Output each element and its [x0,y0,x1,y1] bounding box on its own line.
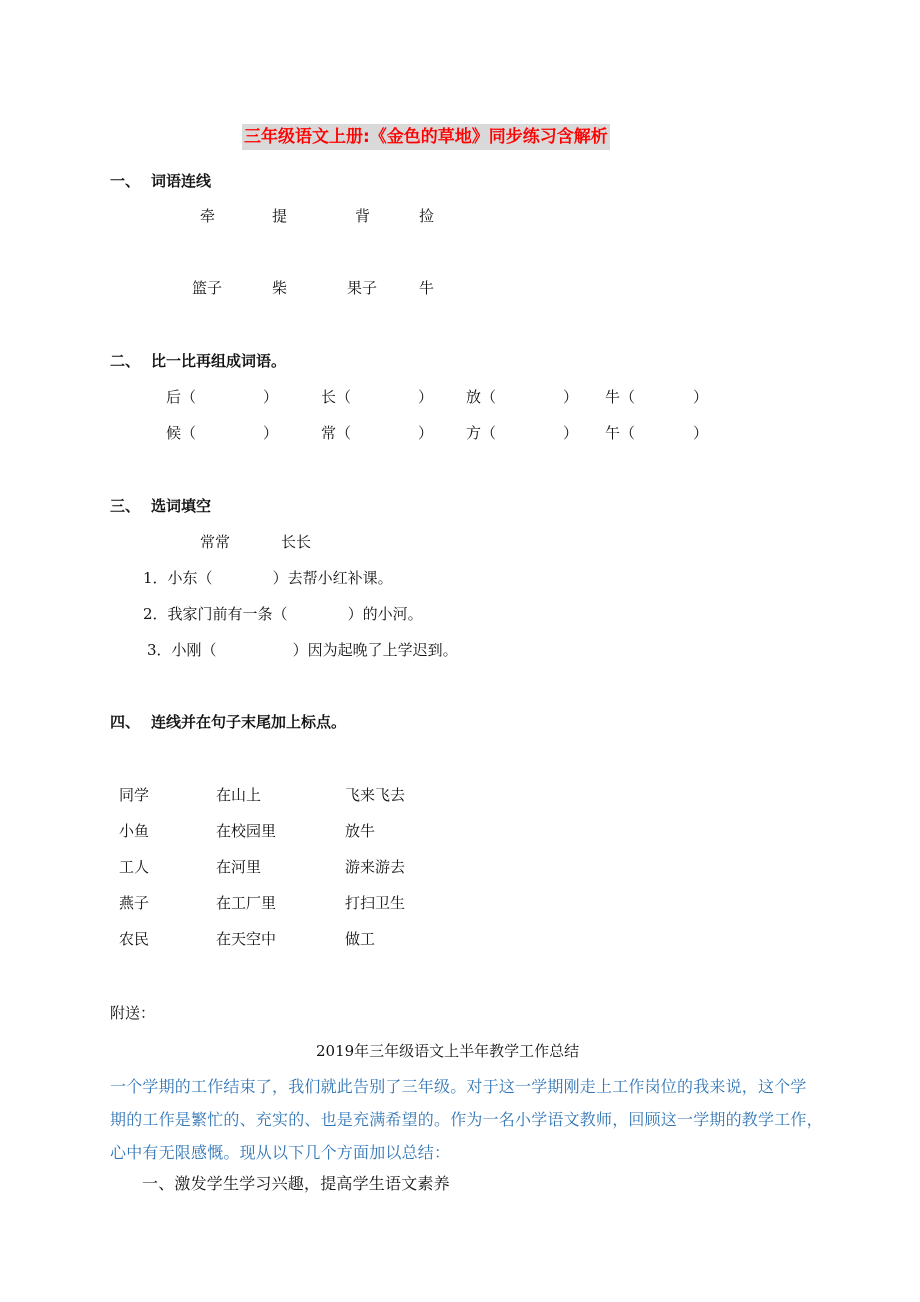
compare-7-close: ） [563,424,579,442]
fill-item-2-before: 我家门前有一条（ [167,605,288,623]
word-top-2: 提 [272,207,288,225]
section-1-heading [110,170,211,191]
fill-item-3-number: 3． [147,641,172,659]
section-1-title: 词语连线 [151,172,212,190]
section-2-number: 二、 [110,352,141,370]
subject-5: 农民 [119,930,150,948]
section-3-number: 三、 [110,497,141,515]
option-1: 常常 [200,533,231,551]
word-top-3: 背 [355,207,371,225]
fill-item-1-after: ）去帮小红补课。 [272,569,393,587]
section-3-heading [110,495,211,516]
compare-4-close: ） [693,388,709,406]
compare-3-close: ） [563,388,579,406]
subject-3: 工人 [119,858,150,876]
section-4-number: 四、 [110,713,141,731]
compare-1-close: ） [263,388,279,406]
word-bottom-4: 牛 [419,279,435,297]
place-4: 在工厂里 [216,894,277,912]
section-1-number: 一、 [110,172,141,190]
place-3: 在河里 [216,858,262,876]
compare-2-open: 长（ [321,388,352,406]
fill-item-1 [143,567,393,588]
action-1: 飞来飞去 [345,786,406,804]
summary-line-3: 心中有无限感慨。现从以下几个方面加以总结： [110,1143,451,1162]
option-2: 长长 [281,533,312,551]
subject-1: 同学 [119,786,150,804]
word-bottom-2: 柴 [272,279,288,297]
compare-5-open: 候（ [166,424,197,442]
fill-item-2-after: ）的小河。 [347,605,423,623]
section-4-title: 连线并在句子末尾加上标点。 [151,713,347,731]
fill-item-3 [147,639,458,660]
place-2: 在校园里 [216,822,277,840]
place-5: 在天空中 [216,930,277,948]
subject-4: 燕子 [119,894,150,912]
compare-6-open: 常（ [321,424,352,442]
compare-2-close: ） [418,388,434,406]
compare-8-close: ） [693,424,709,442]
word-bottom-3: 果子 [347,279,378,297]
appendix-label: 附送： [110,1004,156,1022]
section-4-heading [110,711,346,732]
fill-item-1-before: 小东（ [167,569,213,587]
subject-2: 小鱼 [119,822,150,840]
compare-5-close: ） [263,424,279,442]
compare-4-open: 牛（ [605,388,636,406]
compare-1-open: 后（ [166,388,197,406]
action-5: 做工 [345,930,376,948]
compare-7-open: 方（ [466,424,497,442]
word-top-4: 捡 [419,207,435,225]
section-2-heading [110,350,286,371]
fill-item-2 [143,603,423,624]
section-2-title: 比一比再组成词语。 [151,352,287,370]
summary-subheading: 一、激发学生学习兴趣，提高学生语文素养 [142,1174,450,1193]
section-3-title: 选词填空 [151,497,212,515]
action-3: 游来游去 [345,858,406,876]
summary-line-1: 一个学期的工作结束了，我们就此告别了三年级。对于这一学期刚走上工作岗位的我来说，这个学 [110,1077,807,1096]
compare-3-open: 放（ [466,388,497,406]
summary-line-2: 期的工作是繁忙的、充实的、也是充满希望的。作为一名小学语文教师，回顾这一学期的教学工作， [110,1110,823,1129]
fill-item-2-number: 2． [143,605,168,623]
word-top-1: 牵 [200,207,216,225]
action-4: 打扫卫生 [345,894,406,912]
place-1: 在山上 [216,786,262,804]
document-title: 三年级语文上册:《金色的草地》同步练习含解析 [242,124,610,150]
compare-8-open: 午（ [605,424,636,442]
fill-item-3-after: ）因为起晚了上学迟到。 [292,641,458,659]
summary-title: 2019年三年级语文上半年教学工作总结 [316,1042,580,1060]
fill-item-1-number: 1． [143,569,168,587]
fill-item-3-before: 小刚（ [171,641,217,659]
action-2: 放牛 [345,822,376,840]
word-bottom-1: 篮子 [192,279,223,297]
compare-6-close: ） [418,424,434,442]
